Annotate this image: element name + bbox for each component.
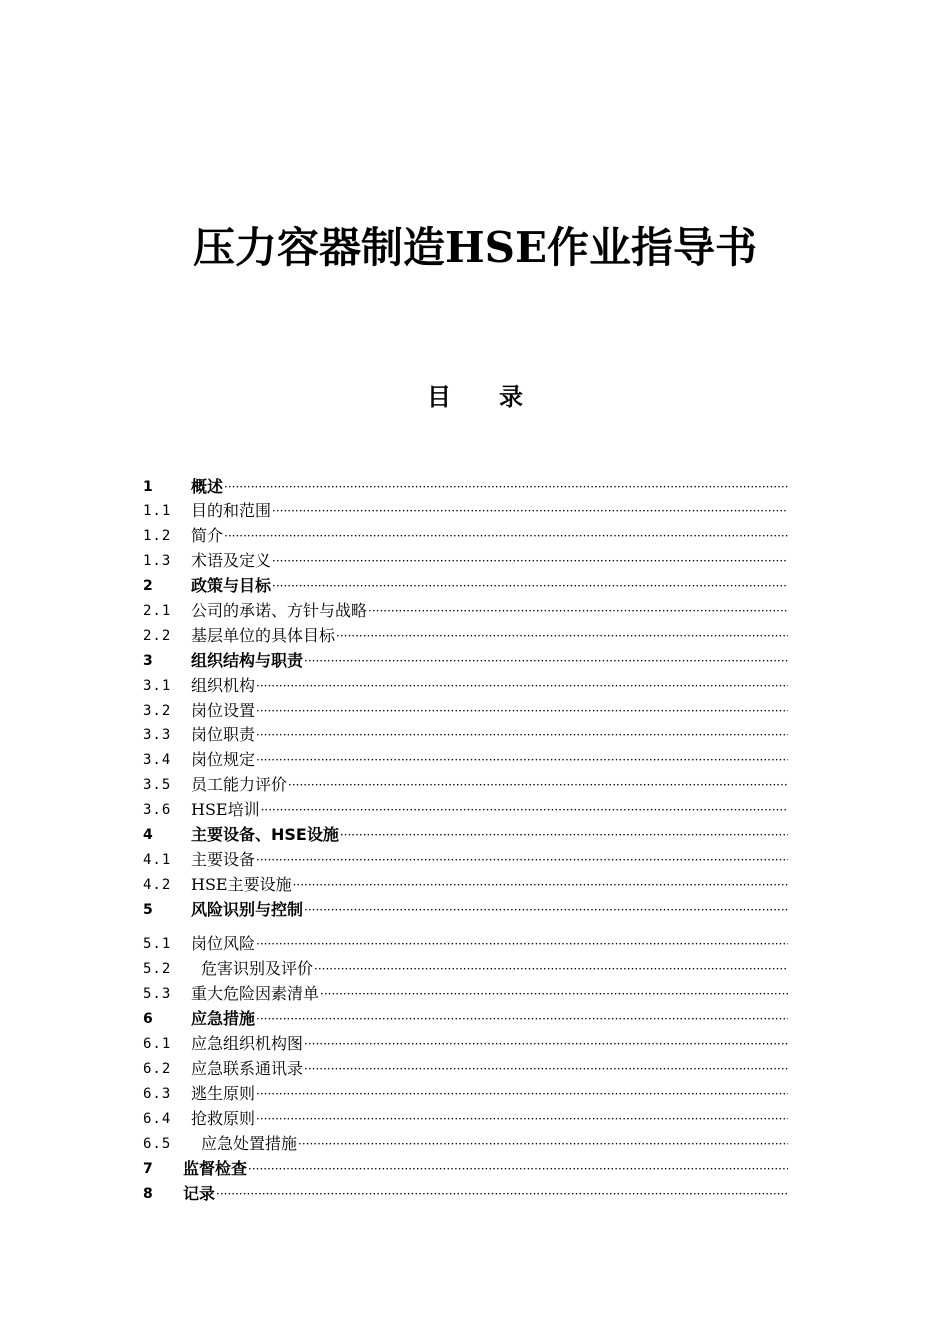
toc-entry-number: 6.1 — [143, 1036, 172, 1052]
toc-entry[interactable] — [143, 1133, 788, 1155]
toc-entry-label: HSE培训 — [191, 800, 260, 819]
toc-entry[interactable] — [143, 650, 788, 672]
toc-entry[interactable] — [143, 1033, 788, 1055]
toc-entry[interactable] — [143, 1008, 788, 1030]
toc-entry-label: 政策与目标 — [191, 576, 272, 595]
toc-entry-label: 逃生原则 — [191, 1084, 256, 1103]
toc-entry[interactable] — [143, 799, 788, 821]
toc-entry-number: 5.1 — [143, 936, 172, 952]
toc-dot-leader — [304, 899, 788, 921]
toc-entry-label: 组织机构 — [191, 676, 256, 695]
toc-entry-label: 目的和范围 — [191, 501, 272, 520]
toc-entry[interactable] — [143, 550, 788, 572]
toc-entry-number: 4.2 — [143, 877, 172, 893]
toc-entry[interactable] — [143, 899, 788, 921]
toc-entry-number: 6.2 — [143, 1061, 172, 1077]
toc-dot-leader — [272, 575, 788, 597]
toc-entry-number: 4 — [143, 827, 154, 843]
toc-dot-leader — [314, 958, 788, 980]
toc-entry-label: 应急联系通讯录 — [191, 1059, 304, 1078]
toc-dot-leader — [272, 500, 788, 522]
toc-entry-number: 3.3 — [143, 727, 172, 743]
toc-entry[interactable] — [143, 476, 788, 498]
toc-dot-leader — [272, 550, 788, 572]
toc-entry[interactable] — [143, 874, 788, 896]
toc-dot-leader — [340, 824, 788, 846]
toc-entry-label: 术语及定义 — [191, 551, 272, 570]
toc-entry-number: 3 — [143, 653, 154, 669]
toc-entry-number: 7 — [143, 1161, 154, 1177]
toc-heading-char: 录 — [499, 383, 523, 411]
toc-entry-number: 3.1 — [143, 678, 172, 694]
toc-entry-label: 概述 — [191, 477, 224, 496]
toc-entry[interactable] — [143, 749, 788, 771]
toc-entry-number: 3.5 — [143, 777, 172, 793]
toc-dot-leader — [368, 600, 788, 622]
toc-entry-label: 监督检查 — [183, 1159, 248, 1178]
toc-entry[interactable] — [143, 1058, 788, 1080]
toc-dot-leader — [224, 476, 788, 498]
toc-dot-leader — [304, 650, 788, 672]
toc-entry[interactable] — [143, 774, 788, 796]
toc-entry-number: 6 — [143, 1011, 154, 1027]
toc-entry-label: 组织结构与职责 — [191, 651, 304, 670]
toc-entry-label: 危害识别及评价 — [201, 959, 314, 978]
toc-entry-number: 1.2 — [143, 528, 172, 544]
toc-entry-label: 风险识别与控制 — [191, 900, 304, 919]
toc-entry-number: 1.1 — [143, 503, 172, 519]
toc-entry-label: 应急措施 — [191, 1009, 256, 1028]
toc-entry-number: 3.4 — [143, 752, 172, 768]
toc-entry-number: 5.2 — [143, 961, 172, 977]
toc-dot-leader — [256, 1008, 788, 1030]
toc-entry-number: 3.6 — [143, 802, 172, 818]
toc-dot-leader — [336, 625, 788, 647]
document-title: 压力容器制造HSE作业指导书 — [192, 223, 758, 272]
toc-entry[interactable] — [143, 1108, 788, 1130]
toc-entry-number: 8 — [143, 1186, 154, 1202]
toc-entry[interactable] — [143, 1183, 788, 1205]
toc-dot-leader — [256, 1108, 788, 1130]
toc-dot-leader — [256, 749, 788, 771]
toc-dot-leader — [256, 933, 788, 955]
toc-entry[interactable] — [143, 983, 788, 1005]
toc-entry-label: 简介 — [191, 526, 224, 545]
toc-dot-leader — [288, 774, 788, 796]
toc-entry[interactable] — [143, 700, 788, 722]
toc-entry-label: 员工能力评价 — [191, 775, 288, 794]
toc-entry-label: 应急组织机构图 — [191, 1034, 304, 1053]
toc-entry-label: 主要设备、HSE设施 — [191, 825, 339, 844]
toc-dot-leader — [248, 1158, 788, 1180]
toc-entry[interactable] — [143, 525, 788, 547]
toc-entry[interactable] — [143, 933, 788, 955]
toc-entry[interactable] — [143, 625, 788, 647]
toc-dot-leader — [320, 983, 788, 1005]
toc-entry-number: 3.2 — [143, 703, 172, 719]
toc-dot-leader — [298, 1133, 788, 1155]
toc-entry-number: 5.3 — [143, 986, 172, 1002]
toc-dot-leader — [256, 1083, 788, 1105]
toc-entry-number: 2 — [143, 578, 154, 594]
toc-entry-number: 1.3 — [143, 553, 172, 569]
toc-entry-number: 4.1 — [143, 852, 172, 868]
toc-entry-number: 6.5 — [143, 1136, 172, 1152]
toc-dot-leader — [293, 874, 788, 896]
toc-entry-label: 基层单位的具体目标 — [191, 626, 336, 645]
toc-entry-label: HSE主要设施 — [191, 875, 292, 894]
toc-dot-leader — [261, 799, 788, 821]
toc-entry-label: 岗位职责 — [191, 725, 256, 744]
toc-entry[interactable] — [143, 500, 788, 522]
toc-entry[interactable] — [143, 958, 788, 980]
toc-dot-leader — [256, 700, 788, 722]
toc-entry-label: 岗位设置 — [191, 701, 256, 720]
toc-dot-leader — [216, 1183, 788, 1205]
toc-dot-leader — [256, 675, 788, 697]
toc-dot-leader — [304, 1033, 788, 1055]
toc-heading-char: 目 — [427, 383, 451, 411]
toc-entry-label: 主要设备 — [191, 850, 256, 869]
toc-entry-number: 6.3 — [143, 1086, 172, 1102]
toc-entry-number: 5 — [143, 902, 154, 918]
toc-entry[interactable] — [143, 849, 788, 871]
toc-entry-label: 岗位规定 — [191, 750, 256, 769]
toc-entry-label: 重大危险因素清单 — [191, 984, 320, 1003]
toc-dot-leader — [256, 849, 788, 871]
toc-entry[interactable] — [143, 1083, 788, 1105]
toc-entry-label: 岗位风险 — [191, 934, 256, 953]
toc-entry-number: 6.4 — [143, 1111, 172, 1127]
toc-dot-leader — [304, 1058, 788, 1080]
toc-entry[interactable] — [143, 1158, 788, 1180]
toc-entry-number: 1 — [143, 479, 154, 495]
toc-entry-number: 2.1 — [143, 603, 172, 619]
toc-entry-label: 抢救原则 — [191, 1109, 256, 1128]
toc-entry-label: 公司的承诺、方针与战略 — [191, 601, 368, 620]
toc-entry[interactable] — [143, 824, 788, 846]
toc-entry-label: 记录 — [183, 1184, 216, 1203]
toc-entry-number: 2.2 — [143, 628, 172, 644]
toc-entry[interactable] — [143, 575, 788, 597]
toc-entry[interactable] — [143, 724, 788, 746]
toc-entry[interactable] — [143, 675, 788, 697]
toc-entry-label: 应急处置措施 — [201, 1134, 298, 1153]
toc-entry[interactable] — [143, 600, 788, 622]
toc-dot-leader — [256, 724, 788, 746]
toc-dot-leader — [224, 525, 788, 547]
